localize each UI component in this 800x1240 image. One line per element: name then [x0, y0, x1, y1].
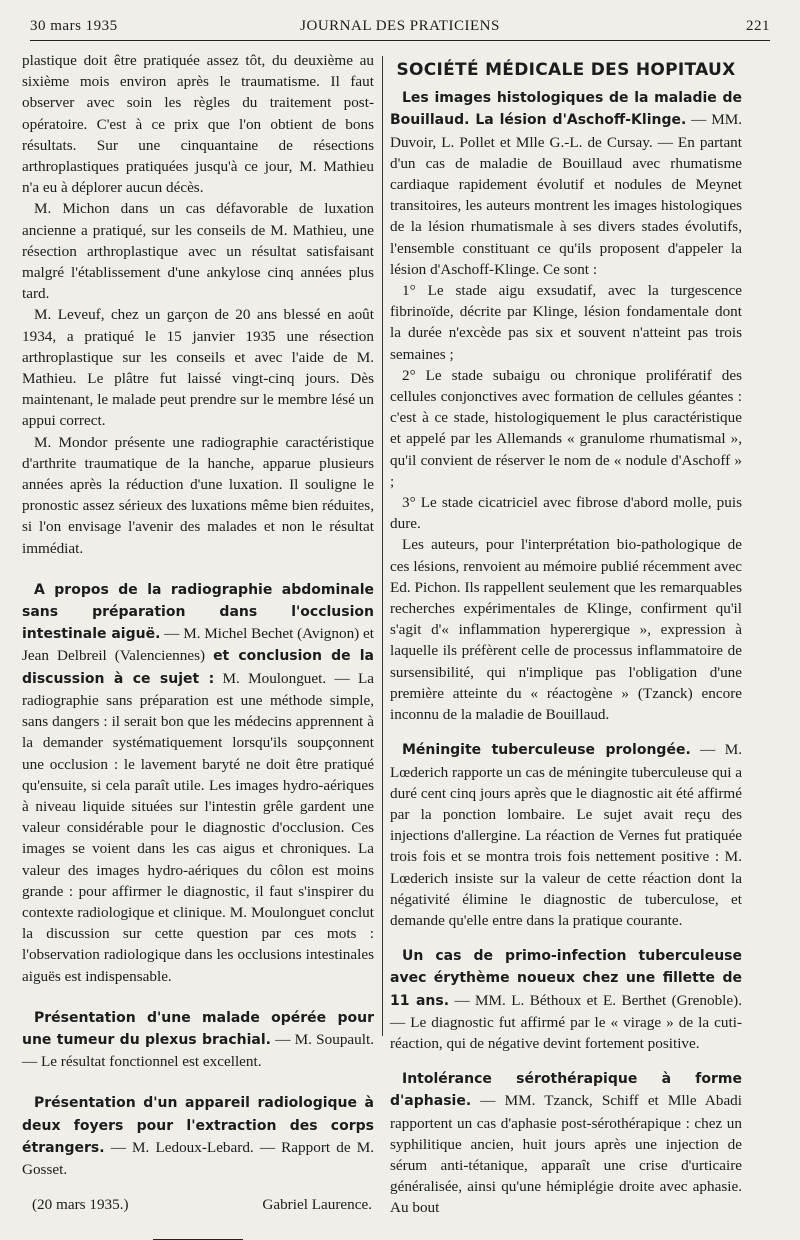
article-intolerance	[390, 1068, 742, 1218]
article-tumeur	[22, 1007, 374, 1073]
issue-date: 30 mars 1935	[30, 18, 118, 34]
article-body: M. Moulonguet. — La radiographie sans préparation est une méthode simple, sans dangers : il serait bon que les médecins apprennent à la demander systématiquement lorsqu'ils soupçonnent une occlusion : le lavement baryté ne doit être pratiqué qu'ensuite, si cela paraît utile. Les images hydro-aériques à niveau liquide situées sur l'intestin grêle gardent une valeur considérable pour le diagnostic d'occlusion. Ces images se voient dans les cas aigus et chroniques. La valeur des images hydro-aériques du côlon est moins grande : pour affirmer le diagnostic, il faut s'inspirer du contexte radiologique et clinique. M. Moulonguet conclut la discussion sur cette question par ces mots : l'observation radiologique dans les occlusions intestinales aiguës est indispensable.	[22, 669, 374, 985]
article-meningite	[390, 739, 742, 931]
article-aschoff	[390, 87, 742, 280]
stage-2: 2° Le stade subaigu ou chronique prolifératif des cellules conjonctives avec formation de cellules géantes : c'est à ce stade, histologiquement le plus caractéristique et appelé par les Allemands « granulome rhumatismal », qu'il convient de réserver le nom de « nodule d'Aschoff » ;	[390, 366, 742, 490]
article-heading: Intolérance sérothérapique à forme d'aphasie.	[390, 1071, 742, 1110]
article-heading: Méningite tuberculeuse prolongée.	[402, 742, 691, 759]
signature-date: (20 mars 1935.)	[32, 1196, 129, 1214]
signature-name: Gabriel Laurence.	[262, 1196, 372, 1214]
paragraph-auteurs: Les auteurs, pour l'interprétation bio-pathologique de ces lésions, renvoient au mémoire publié récemment avec Ed. Pichon. Ils rappellent seulement que les remarquables recherches expérimentales de Klinge, confirment qu'il s'agit d'« inflammation hyperergique », expression à laquelle ils préfèrent celle de processus inflammatoire de sursensibilité, qui n'implique pas l'obligation d'une première atteinte du « réactogène » (Tzanck) encore inconnu de la maladie de Bouillaud.	[390, 536, 742, 724]
section-title: SOCIÉTÉ MÉDICALE DES HOPITAUX	[396, 60, 736, 80]
signature-line	[22, 1194, 374, 1215]
left-column	[22, 50, 374, 1214]
article-heading: Présentation d'une malade opérée pour une tumeur du plexus brachial.	[22, 1009, 374, 1048]
article-heading: A propos de la radiographie abdominale sans préparation dans l'occlusion intestinale aiguë.	[22, 581, 374, 643]
article-authors: — M. Michel Bechet (Avignon) et Jean Delbreil (Valenciennes)	[22, 625, 374, 665]
article-body: — M. Soupault. — Le résultat fonctionnel est excellent.	[22, 1030, 374, 1071]
article-heading: et conclusion de la discussion à ce sujet :	[22, 648, 374, 687]
paragraph-mondor: M. Mondor présente une radiographie caractéristique d'arthrite traumatique de la hanche, apparue plusieurs années après la réduction d'une luxation. Il souligne le pronostic assez sérieux des luxations même bien réduites, si l'on envisage l'avenir des malades et non le résultat immédiat.	[22, 433, 374, 557]
stage-1: 1° Le stade aigu exsudatif, avec la turgescence fibrinoïde, décrite par Klinge, lésion fondamentale dont la durée n'excède pas six et souvent n'atteint pas trois semaines ;	[390, 282, 742, 363]
article-body: — M. Ledoux-Lebard. — Rapport de M. Gosset.	[22, 1138, 374, 1178]
paragraph-intro: plastique doit être pratiquée assez tôt, du deuxième au sixième mois environ après le traumatisme. Il faut observer avec soin les règles du traitement post-opératoire. C'est à ce prix que l'on obtient de bons résultats. Sur une cinquantaine de résections arthroplastiques pratiquées jusqu'à ce jour, M. Mathieu n'a eu à déplorer aucun décès.	[22, 52, 374, 197]
article-primo-infection	[390, 945, 742, 1054]
article-heading: Les images histologiques de la maladie de Bouillaud. La lésion d'Aschoff-Klinge.	[390, 90, 742, 129]
article-heading: Un cas de primo-infection tuberculeuse avec érythème noueux chez une fillette de 11 ans.	[390, 948, 742, 1009]
page-header	[30, 14, 770, 41]
journal-title: JOURNAL DES PRATICIENS	[300, 18, 500, 34]
article-radiographie	[22, 579, 374, 987]
stage-3: 3° Le stade cicatriciel avec fibrose d'abord molle, puis dure.	[390, 494, 742, 533]
page-number: 221	[746, 18, 770, 34]
article-body: — MM. Duvoir, L. Pollet et Mlle G.-L. de Cursay. — En partant d'un cas de maladie de Bouillaud avec rhumatisme cardiaque rapidement évolutif et nodules de Meynet transitoires, les auteurs montrent les images histologiques de la lésion rhumatismale à ses divers stades évolutifs, l'ensemble constituant ce qu'ils proposent d'appeler la lésion d'Aschoff-Klinge. Ce sont :	[390, 111, 742, 278]
right-column	[390, 60, 742, 1217]
article-appareil	[22, 1092, 374, 1180]
article-body: — M. Lœderich rapporte un cas de méningite tuberculeuse qui a duré cent cinq jours après que le diagnostic ait été affirmé par la ponction lombaire. Le sujet avait reçu des injections d'allergine. La réaction de Vernes fut pratiquée trois fois et se montra trois fois nettement positive : M. Lœderich insiste sur la valeur de cette réaction dont la négativité élimine le diagnostic de tuberculose, et demande qu'elle entre dans la pratique courante.	[390, 741, 742, 929]
article-heading: Présentation d'un appareil radiologique à deux foyers pour l'extraction des corps étrangers.	[22, 1095, 374, 1156]
column-divider	[382, 56, 383, 1036]
article-body: — MM. Tzanck, Schiff et Mlle Abadi rapportent un cas d'aphasie post-sérothérapique : chez un syphilitique ancien, huit jours après une injection de sérum anti-tétanique, apparaît une crise d'urticaire généralisée, ainsi qu'une hémiplégie droite avec aphasie. Au bout	[390, 1092, 742, 1217]
article-body: — MM. L. Béthoux et E. Berthet (Grenoble). — Le diagnostic fut affirmé par le « virage » de la cuti-réaction, qui de négative devint fortement positive.	[390, 991, 742, 1052]
paragraph-leveuf: M. Leveuf, chez un garçon de 20 ans blessé en août 1934, a pratiqué le 15 janvier 1935 une résection arthroplastique sur les conseils et avec l'aide de M. Mathieu. Le plâtre fut laissé vingt-cinq jours. Dès maintenant, le malade peut prendre sur le membre lésé un appui correct.	[22, 306, 374, 430]
paragraph-michon: M. Michon dans un cas défavorable de luxation ancienne a pratiqué, sur les conseils de M. Mathieu, une résection arthroplastique avec un résultat satisfaisant malgré l'établissement d'une ankylose cinq années plus tard.	[22, 200, 374, 303]
